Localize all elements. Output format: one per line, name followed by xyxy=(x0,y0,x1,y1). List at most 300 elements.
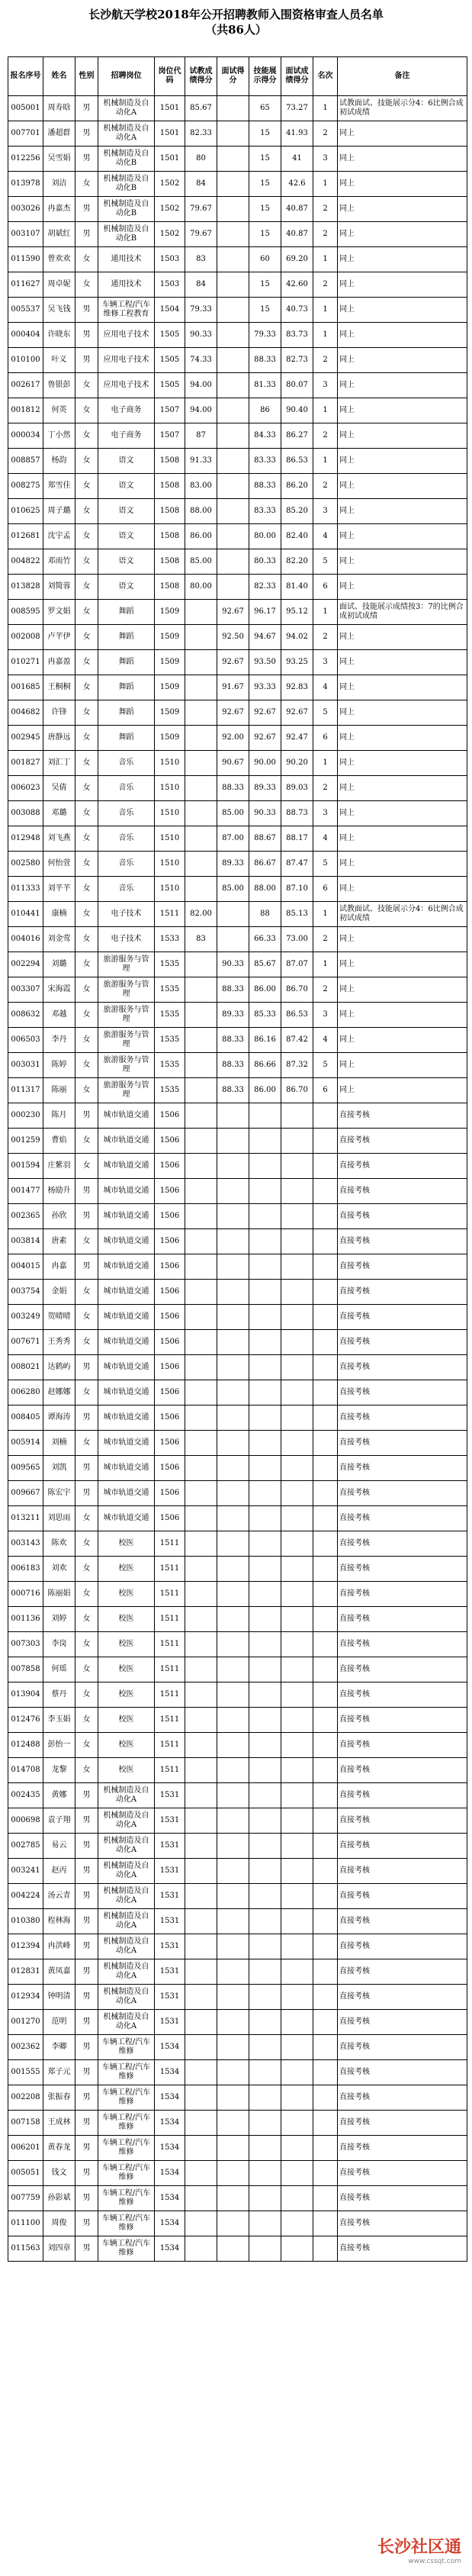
table-cell: 车辆工程/汽车维修 xyxy=(98,2186,155,2211)
table-cell: 6 xyxy=(313,1078,338,1103)
table-cell: 车辆工程/汽车维修 xyxy=(98,2060,155,2085)
table-cell: 003143 xyxy=(8,1531,43,1557)
table-cell: 冉洪峰 xyxy=(43,1934,75,1959)
table-cell: 男 xyxy=(75,2010,98,2035)
table-cell xyxy=(249,1557,281,1582)
table-row xyxy=(8,1758,467,1783)
table-cell: 79.67 xyxy=(185,222,217,247)
table-cell: 1509 xyxy=(155,726,185,751)
table-cell: 012681 xyxy=(8,524,43,549)
table-cell: 001594 xyxy=(8,1154,43,1179)
table-cell: 刘简蓉 xyxy=(43,575,75,600)
table-cell: 15 xyxy=(249,147,281,172)
table-cell: 1506 xyxy=(155,1506,185,1531)
table-cell: 女 xyxy=(75,575,98,600)
table-cell xyxy=(281,1758,313,1783)
table-cell xyxy=(313,2236,338,2262)
table-cell: 001477 xyxy=(8,1179,43,1204)
table-cell: 1506 xyxy=(155,1406,185,1431)
table-cell xyxy=(313,2211,338,2236)
table-cell: 86.53 xyxy=(281,449,313,474)
table-cell: 73.27 xyxy=(281,96,313,121)
table-cell: 直接考核 xyxy=(338,1406,467,1431)
table-cell: 冉嘉盈 xyxy=(43,650,75,675)
table-cell: 校医 xyxy=(98,1733,155,1758)
table-row xyxy=(8,423,467,449)
table-cell: 女 xyxy=(75,1053,98,1078)
table-cell xyxy=(249,2186,281,2211)
table-cell: 80.00 xyxy=(249,524,281,549)
table-cell xyxy=(217,1733,249,1758)
table-cell xyxy=(217,575,249,600)
table-row xyxy=(8,927,467,952)
table-cell: 003249 xyxy=(8,1305,43,1330)
table-cell: 周卓妮 xyxy=(43,272,75,298)
table-cell xyxy=(313,1330,338,1355)
table-cell: 5 xyxy=(313,1053,338,1078)
table-cell: 1535 xyxy=(155,977,185,1003)
table-cell: 88.33 xyxy=(217,776,249,801)
table-cell xyxy=(313,1506,338,1531)
table-cell xyxy=(281,1582,313,1607)
table-cell: 男 xyxy=(75,2085,98,2111)
table-row xyxy=(8,776,467,801)
table-cell: 直接考核 xyxy=(338,1380,467,1406)
table-cell xyxy=(217,1406,249,1431)
table-cell: 同上 xyxy=(338,549,467,575)
table-cell: 电子商务 xyxy=(98,423,155,449)
table-cell xyxy=(281,1456,313,1481)
table-cell: 1509 xyxy=(155,600,185,625)
table-cell xyxy=(217,1154,249,1179)
table-cell: 同上 xyxy=(338,1003,467,1028)
table-cell: 86.27 xyxy=(281,423,313,449)
table-cell xyxy=(217,1355,249,1380)
table-row xyxy=(8,1229,467,1254)
table-cell: 直接考核 xyxy=(338,2035,467,2060)
table-cell: 89.33 xyxy=(217,852,249,877)
table-cell: 女 xyxy=(75,977,98,1003)
table-cell xyxy=(217,927,249,952)
table-cell: 1 xyxy=(313,600,338,625)
table-cell xyxy=(217,1582,249,1607)
table-cell: 40.73 xyxy=(281,298,313,323)
table-cell: 舞蹈 xyxy=(98,700,155,726)
table-cell: 宋海霞 xyxy=(43,977,75,1003)
table-row xyxy=(8,1280,467,1305)
table-cell: 6 xyxy=(313,877,338,902)
table-cell: 直接考核 xyxy=(338,1154,467,1179)
table-cell: 003031 xyxy=(8,1053,43,1078)
table-cell: 女 xyxy=(75,1682,98,1708)
table-cell xyxy=(313,1380,338,1406)
table-cell: 1534 xyxy=(155,2136,185,2161)
table-cell: 003026 xyxy=(8,197,43,222)
table-cell: 同上 xyxy=(338,222,467,247)
table-cell: 1508 xyxy=(155,575,185,600)
table-cell xyxy=(281,2161,313,2186)
table-cell xyxy=(249,1985,281,2010)
table-cell: 83 xyxy=(185,927,217,952)
table-cell: 同上 xyxy=(338,575,467,600)
table-cell: 程林海 xyxy=(43,1909,75,1934)
table-cell xyxy=(185,751,217,776)
table-row xyxy=(8,2111,467,2136)
table-cell: 1502 xyxy=(155,197,185,222)
table-cell: 84.33 xyxy=(249,423,281,449)
table-cell: 1511 xyxy=(155,1657,185,1682)
table-cell xyxy=(185,1531,217,1557)
table-cell xyxy=(281,1607,313,1632)
table-cell: 城市轨道交通 xyxy=(98,1179,155,1204)
table-cell: 60 xyxy=(249,247,281,272)
table-row xyxy=(8,2085,467,2111)
table-cell: 1534 xyxy=(155,2211,185,2236)
table-cell: 同上 xyxy=(338,1028,467,1053)
table-cell xyxy=(217,1934,249,1959)
table-cell: 2 xyxy=(313,197,338,222)
table-cell: 1505 xyxy=(155,323,185,348)
table-cell: 1534 xyxy=(155,2060,185,2085)
table-cell: 88.33 xyxy=(217,977,249,1003)
table-cell xyxy=(217,247,249,272)
table-cell: 通用技术 xyxy=(98,272,155,298)
table-cell: 002008 xyxy=(8,625,43,650)
table-cell: 1506 xyxy=(155,1305,185,1330)
table-cell: 直接考核 xyxy=(338,1355,467,1380)
table-cell: 1508 xyxy=(155,549,185,575)
table-cell: 男 xyxy=(75,1456,98,1481)
table-cell xyxy=(313,1481,338,1506)
table-cell: 1531 xyxy=(155,2010,185,2035)
table-row xyxy=(8,751,467,776)
table-cell: 86.53 xyxy=(281,1003,313,1028)
table-cell xyxy=(217,1632,249,1657)
table-cell: 直接考核 xyxy=(338,1431,467,1456)
table-cell: 88.73 xyxy=(281,801,313,826)
table-cell: 音乐 xyxy=(98,751,155,776)
table-cell: 80.00 xyxy=(185,575,217,600)
table-cell: 86.16 xyxy=(249,1028,281,1053)
table-cell: 同上 xyxy=(338,247,467,272)
table-cell: 直接考核 xyxy=(338,1783,467,1808)
table-cell: 92.67 xyxy=(217,700,249,726)
table-cell: 女 xyxy=(75,1129,98,1154)
table-cell: 女 xyxy=(75,1632,98,1657)
table-cell: 011590 xyxy=(8,247,43,272)
table-cell: 音乐 xyxy=(98,852,155,877)
table-cell: 011627 xyxy=(8,272,43,298)
table-cell xyxy=(313,2186,338,2211)
table-cell: 旅游服务与管理 xyxy=(98,952,155,977)
table-cell xyxy=(217,172,249,197)
table-cell: 女 xyxy=(75,1229,98,1254)
table-cell: 直接考核 xyxy=(338,1305,467,1330)
table-cell xyxy=(217,1254,249,1280)
table-cell: 男 xyxy=(75,323,98,348)
table-cell: 陈婷 xyxy=(43,1053,75,1078)
table-cell: 沈宇孟 xyxy=(43,524,75,549)
table-cell: 陈月 xyxy=(43,1103,75,1129)
table-cell: 1510 xyxy=(155,877,185,902)
table-cell xyxy=(217,1758,249,1783)
table-cell xyxy=(217,1305,249,1330)
table-cell: 000716 xyxy=(8,1582,43,1607)
table-cell: 1505 xyxy=(155,373,185,398)
table-cell: 同上 xyxy=(338,675,467,700)
table-cell xyxy=(249,1229,281,1254)
table-cell: 1511 xyxy=(155,1607,185,1632)
table-cell: 1511 xyxy=(155,1758,185,1783)
table-cell: 1 xyxy=(313,398,338,423)
table-cell: 006183 xyxy=(8,1557,43,1582)
table-cell: 1531 xyxy=(155,1859,185,1884)
table-cell: 87.07 xyxy=(281,952,313,977)
table-cell: 黄娜 xyxy=(43,1783,75,1808)
table-cell: 女 xyxy=(75,1758,98,1783)
table-cell: 直接考核 xyxy=(338,1204,467,1229)
table-cell: 1506 xyxy=(155,1330,185,1355)
table-cell: 舞蹈 xyxy=(98,726,155,751)
table-cell xyxy=(249,1204,281,1229)
table-cell xyxy=(249,1305,281,1330)
table-cell: 刘楠 xyxy=(43,1431,75,1456)
table-cell: 邓雨竹 xyxy=(43,549,75,575)
table-cell xyxy=(281,1808,313,1834)
table-cell xyxy=(281,2085,313,2111)
table-cell: 许锋 xyxy=(43,700,75,726)
table-cell: 车辆工程/汽车维修 xyxy=(98,2136,155,2161)
table-cell: 女 xyxy=(75,499,98,524)
table-cell: 贺晴晴 xyxy=(43,1305,75,1330)
table-cell: 音乐 xyxy=(98,826,155,852)
table-cell xyxy=(249,1431,281,1456)
table-cell: 潘超群 xyxy=(43,121,75,147)
table-cell: 机械制造及自动化A xyxy=(98,2010,155,2035)
table-cell xyxy=(249,1531,281,1557)
table-cell: 同上 xyxy=(338,1053,467,1078)
table-cell: 女 xyxy=(75,952,98,977)
table-cell: 直接考核 xyxy=(338,1103,467,1129)
table-cell xyxy=(281,1355,313,1380)
table-cell: 直接考核 xyxy=(338,1632,467,1657)
table-cell: 车辆工程/汽车维修 xyxy=(98,2236,155,2262)
table-cell: 男 xyxy=(75,2186,98,2211)
table-cell xyxy=(185,1808,217,1834)
candidate-table xyxy=(8,56,467,2262)
table-cell: 92.83 xyxy=(281,675,313,700)
table-cell xyxy=(217,222,249,247)
table-cell: 73.00 xyxy=(281,927,313,952)
table-cell xyxy=(217,2186,249,2211)
table-cell: 1531 xyxy=(155,1808,185,1834)
table-cell: 校医 xyxy=(98,1557,155,1582)
table-cell: 旅游服务与管理 xyxy=(98,1003,155,1028)
table-cell: 男 xyxy=(75,1884,98,1909)
table-cell: 2 xyxy=(313,776,338,801)
table-cell xyxy=(217,1783,249,1808)
table-cell: 2 xyxy=(313,927,338,952)
table-cell: 1510 xyxy=(155,852,185,877)
table-cell xyxy=(249,1657,281,1682)
table-cell xyxy=(217,2111,249,2136)
table-cell: 6 xyxy=(313,726,338,751)
table-cell xyxy=(185,1909,217,1934)
table-cell: 直接考核 xyxy=(338,2136,467,2161)
table-cell: 女 xyxy=(75,700,98,726)
table-cell: 同上 xyxy=(338,751,467,776)
table-cell: 女 xyxy=(75,247,98,272)
table-cell xyxy=(313,1657,338,1682)
table-cell: 007759 xyxy=(8,2186,43,2211)
table-cell: 冉嘉杰 xyxy=(43,197,75,222)
table-cell xyxy=(313,1406,338,1431)
table-cell: 男 xyxy=(75,2035,98,2060)
table-cell: 1506 xyxy=(155,1154,185,1179)
table-cell: 2 xyxy=(313,222,338,247)
table-cell: 女 xyxy=(75,474,98,499)
table-cell: 女 xyxy=(75,675,98,700)
table-cell: 舞蹈 xyxy=(98,600,155,625)
table-cell xyxy=(281,1103,313,1129)
table-cell: 82.20 xyxy=(281,549,313,575)
table-cell: 1508 xyxy=(155,499,185,524)
table-cell xyxy=(217,902,249,927)
table-cell: 男 xyxy=(75,1406,98,1431)
table-cell: 范明 xyxy=(43,2010,75,2035)
table-cell: 男 xyxy=(75,298,98,323)
table-cell: 机械制造及自动化B xyxy=(98,197,155,222)
table-cell: 同上 xyxy=(338,776,467,801)
table-row xyxy=(8,272,467,298)
table-cell: 94.00 xyxy=(185,398,217,423)
column-header: 招聘岗位 xyxy=(98,57,155,96)
table-cell: 机械制造及自动化A xyxy=(98,1959,155,1985)
table-cell xyxy=(217,1557,249,1582)
table-cell: 直接考核 xyxy=(338,2211,467,2236)
table-cell: 011333 xyxy=(8,877,43,902)
table-cell xyxy=(185,977,217,1003)
table-cell xyxy=(217,1834,249,1859)
table-cell: 90.20 xyxy=(281,751,313,776)
table-cell: 3 xyxy=(313,499,338,524)
table-row xyxy=(8,524,467,549)
table-row xyxy=(8,1179,467,1204)
table-row xyxy=(8,877,467,902)
table-row xyxy=(8,147,467,172)
table-cell: 机械制造及自动化B xyxy=(98,147,155,172)
watermark-url: www.cssqt.com xyxy=(408,2558,461,2565)
table-cell: 机械制造及自动化A xyxy=(98,1834,155,1859)
table-cell: 男 xyxy=(75,121,98,147)
table-cell: 冉嘉 xyxy=(43,1254,75,1280)
table-cell xyxy=(249,2035,281,2060)
table-cell xyxy=(185,1103,217,1129)
table-cell: 2 xyxy=(313,977,338,1003)
table-cell: 男 xyxy=(75,1179,98,1204)
table-row xyxy=(8,2060,467,2085)
table-cell: 007158 xyxy=(8,2111,43,2136)
table-cell: 88.33 xyxy=(217,1028,249,1053)
table-cell xyxy=(185,1456,217,1481)
table-cell: 吴雪娟 xyxy=(43,147,75,172)
table-cell: 女 xyxy=(75,751,98,776)
table-row xyxy=(8,197,467,222)
table-cell xyxy=(217,121,249,147)
table-cell: 1507 xyxy=(155,423,185,449)
table-cell: 1511 xyxy=(155,1733,185,1758)
table-cell: 009565 xyxy=(8,1456,43,1481)
table-cell: 79.33 xyxy=(185,298,217,323)
table-cell: 15 xyxy=(249,298,281,323)
table-row xyxy=(8,2161,467,2186)
table-cell xyxy=(313,1204,338,1229)
table-row xyxy=(8,121,467,147)
table-row xyxy=(8,1506,467,1531)
table-cell: 直接考核 xyxy=(338,1531,467,1557)
table-cell xyxy=(249,2085,281,2111)
table-cell: 1503 xyxy=(155,247,185,272)
table-cell xyxy=(185,1330,217,1355)
table-cell: 同上 xyxy=(338,172,467,197)
table-cell: 同上 xyxy=(338,852,467,877)
table-cell: 82.00 xyxy=(185,902,217,927)
column-header: 姓名 xyxy=(43,57,75,96)
table-cell xyxy=(185,2085,217,2111)
table-cell: 008275 xyxy=(8,474,43,499)
table-cell: 1506 xyxy=(155,1103,185,1129)
table-cell xyxy=(185,1733,217,1758)
table-cell: 83.33 xyxy=(249,449,281,474)
table-cell: 机械制造及自动化B xyxy=(98,172,155,197)
table-cell: 刘婷 xyxy=(43,1607,75,1632)
table-cell: 男 xyxy=(75,1909,98,1934)
table-cell: 直接考核 xyxy=(338,1834,467,1859)
table-cell xyxy=(281,1305,313,1330)
table-cell: 校医 xyxy=(98,1531,155,1557)
table-cell: 2 xyxy=(313,625,338,650)
table-cell: 1508 xyxy=(155,449,185,474)
table-cell: 直接考核 xyxy=(338,1682,467,1708)
table-cell xyxy=(217,1959,249,1985)
table-cell: 女 xyxy=(75,549,98,575)
table-cell: 007858 xyxy=(8,1657,43,1682)
table-cell: 直接考核 xyxy=(338,1934,467,1959)
table-cell: 同上 xyxy=(338,348,467,373)
table-cell: 直接考核 xyxy=(338,1229,467,1254)
table-cell: 5 xyxy=(313,852,338,877)
table-cell: 40.87 xyxy=(281,222,313,247)
table-row xyxy=(8,1808,467,1834)
table-row xyxy=(8,1557,467,1582)
table-cell: 音乐 xyxy=(98,776,155,801)
table-cell: 女 xyxy=(75,1607,98,1632)
table-cell: 同上 xyxy=(338,927,467,952)
table-cell: 刘凯 xyxy=(43,1456,75,1481)
table-cell: 1531 xyxy=(155,1884,185,1909)
table-cell: 直接考核 xyxy=(338,1506,467,1531)
table-cell: 41 xyxy=(281,147,313,172)
table-cell: 旅游服务与管理 xyxy=(98,1078,155,1103)
table-cell: 同上 xyxy=(338,147,467,172)
table-cell: 周寿晗 xyxy=(43,96,75,121)
table-cell: 刘四章 xyxy=(43,2236,75,2262)
table-cell: 男 xyxy=(75,1254,98,1280)
table-cell: 城市轨道交通 xyxy=(98,1431,155,1456)
table-cell: 钱文 xyxy=(43,2161,75,2186)
table-cell: 曾欢欢 xyxy=(43,247,75,272)
table-row xyxy=(8,1607,467,1632)
